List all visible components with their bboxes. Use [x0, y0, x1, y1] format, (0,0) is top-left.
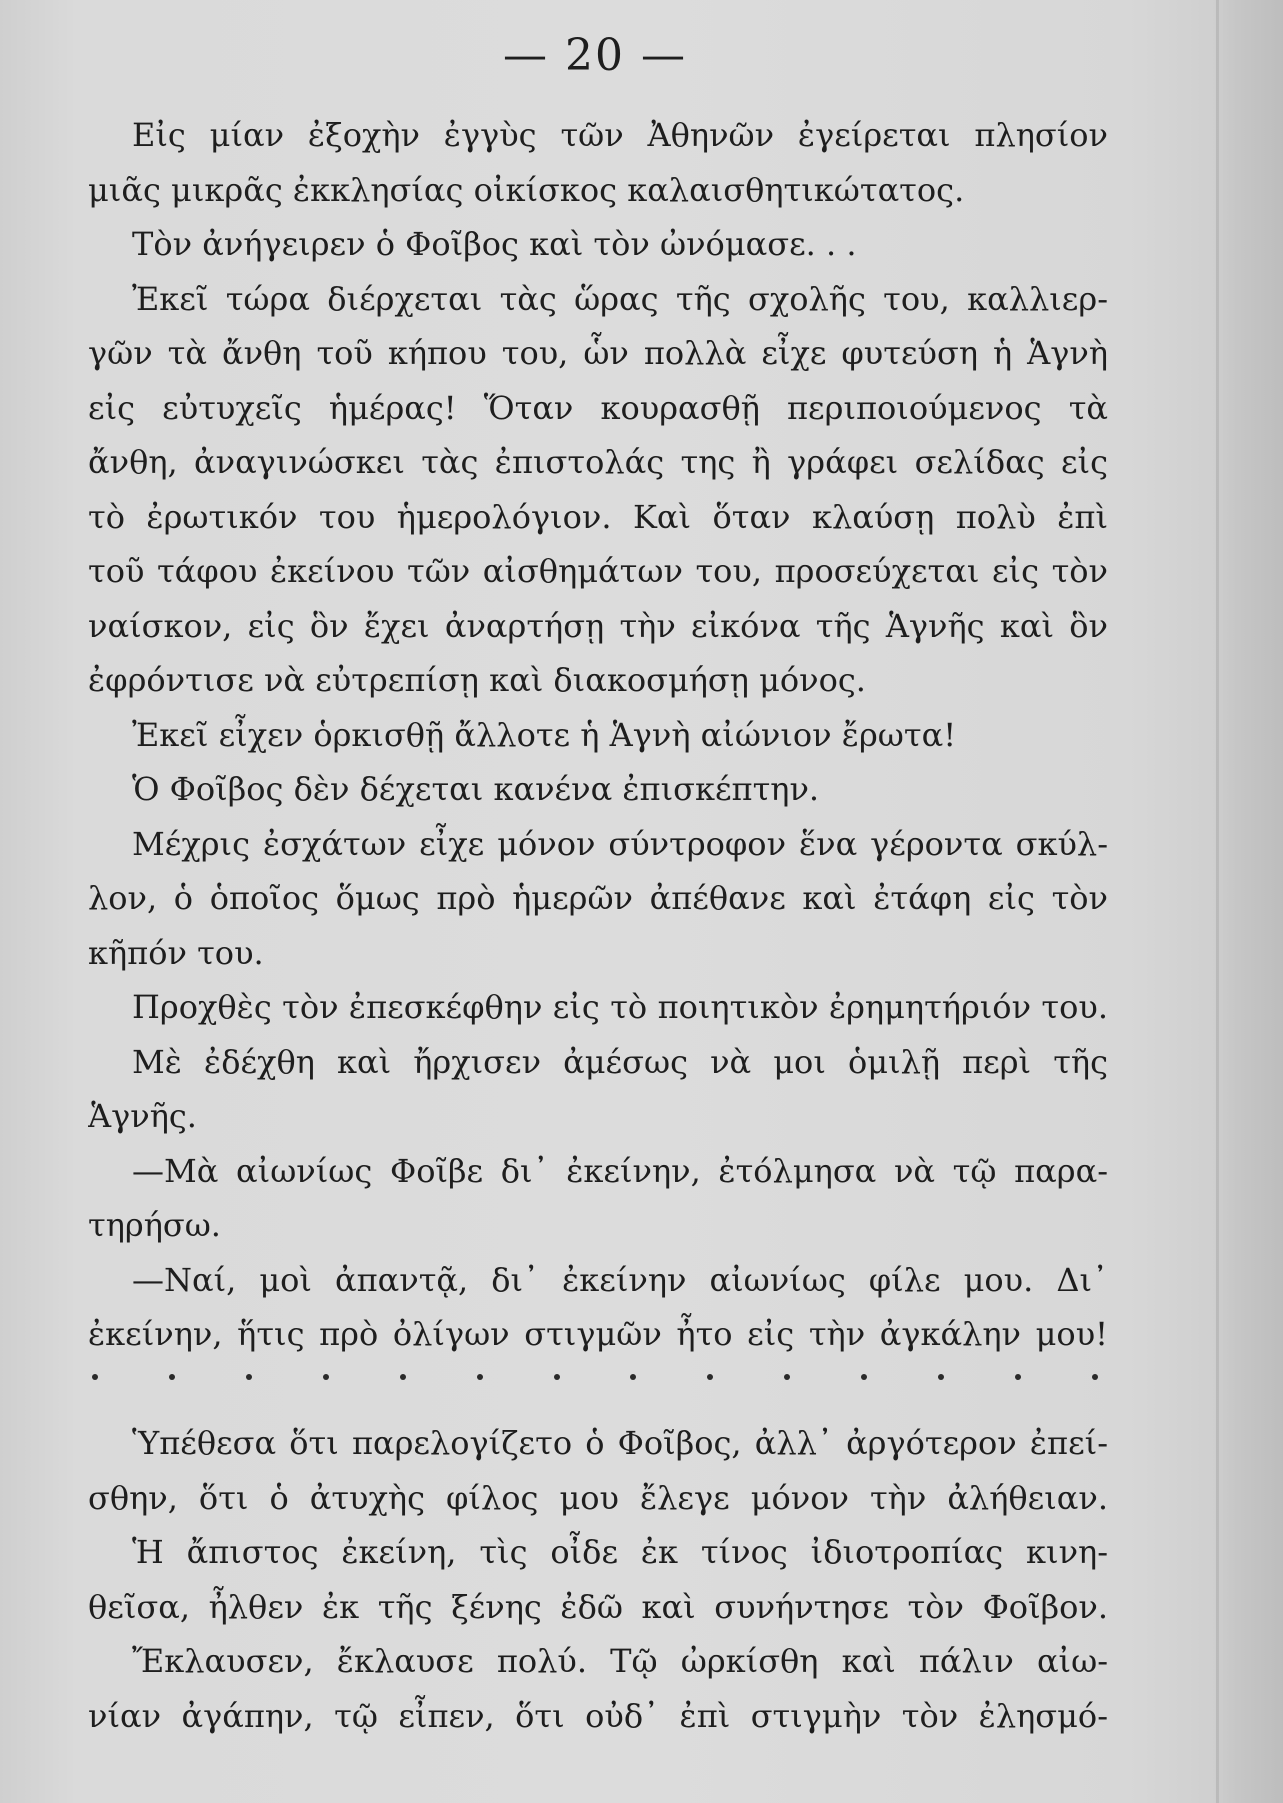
text-line: Ἡ ἄπιστος ἐκείνη, τὶς οἶδε ἐκ τίνος ἰδιοτροπίας κινη-: [132, 1533, 1108, 1571]
divider-dot: [92, 1374, 98, 1380]
text-line: Ὁ Φοῖβος δὲν δέχεται κανένα ἐπισκέπτην.: [132, 770, 820, 808]
ellipsis-divider: [88, 1362, 1108, 1417]
text-line: κῆπόν του.: [88, 933, 264, 972]
divider-dot: [861, 1374, 867, 1380]
text-line: θεῖσα, ἦλθεν ἐκ τῆς ξένης ἐδῶ καὶ συνήντησε τὸν Φοῖβον.: [88, 1587, 1108, 1626]
text-line: Μὲ ἐδέχθη καὶ ἤρχισεν ἀμέσως νὰ μοι ὁμιλῇ περὶ τῆς: [132, 1042, 1108, 1081]
text-line: τοῦ τάφου ἐκείνου τῶν αἰσθημάτων του, προσεύχεται εἰς τὸν: [88, 552, 1108, 590]
text-line: μιᾶς μικρᾶς ἐκκλησίας οἰκίσκος καλαισθητικώτατος.: [88, 170, 965, 209]
page-gutter: [1213, 0, 1283, 1803]
divider-dot: [1015, 1374, 1021, 1380]
divider-dot: [630, 1374, 636, 1380]
divider-dot: [784, 1374, 790, 1380]
text-line: —Μὰ αἰωνίως Φοῖβε δι᾽ ἐκείνην, ἐτόλμησα νὰ τῷ παρα-: [132, 1151, 1108, 1190]
text-line: νίαν ἀγάπην, τῷ εἶπεν, ὅτι οὐδ᾽ ἐπὶ στιγμὴν τὸν ἐλησμό-: [88, 1696, 1108, 1735]
divider-dot: [400, 1374, 406, 1380]
text-line: Εἰς μίαν ἐξοχὴν ἐγγὺς τῶν Ἀθηνῶν ἐγείρεται πλησίον: [132, 116, 1108, 154]
text-line: γῶν τὰ ἄνθη τοῦ κήπου του, ὧν πολλὰ εἶχε φυτεύση ἡ Ἁγνὴ: [88, 334, 1108, 372]
divider-dot: [554, 1374, 560, 1380]
text-line: τηρήσω.: [88, 1206, 221, 1244]
page-number: — 20 —: [503, 30, 687, 81]
divider-dot: [246, 1374, 252, 1380]
divider-dot: [477, 1374, 483, 1380]
text-line: ἐφρόντισε νὰ εὐτρεπίσῃ καὶ διακοσμήσῃ μόνος.: [88, 661, 866, 699]
divider-dot: [938, 1374, 944, 1380]
text-line: Ὑπέθεσα ὅτι παρελογίζετο ὁ Φοῖβος, ἀλλ᾽ ἀργότερον ἐπεί-: [132, 1424, 1108, 1462]
divider-dot: [707, 1374, 713, 1380]
body-text: [88, 108, 1108, 1743]
text-line: —Ναί, μοὶ ἀπαντᾷ, δι᾽ ἐκείνην αἰωνίως φίλε μου. Δι᾽: [132, 1260, 1108, 1299]
text-line: σθην, ὅτι ὁ ἀτυχὴς φίλος μου ἔλεγε μόνον τὴν ἀλήθειαν.: [88, 1478, 1108, 1517]
text-line: τὸ ἐρωτικόν του ἡμερολόγιον. Καὶ ὅταν κλαύσῃ πολὺ ἐπὶ: [88, 497, 1108, 536]
text-line: Μέχρις ἐσχάτων εἶχε μόνον σύντροφον ἕνα γέροντα σκύλ-: [132, 824, 1108, 863]
text-line: εἰς εὐτυχεῖς ἡμέρας! Ὅταν κουρασθῇ περιποιούμενος τὰ: [88, 388, 1108, 427]
text-line: Ἁγνῆς.: [88, 1097, 197, 1135]
text-line: ἄνθη, ἀναγινώσκει τὰς ἐπιστολάς της ἢ γράφει σελίδας εἰς: [88, 443, 1108, 481]
divider-dot: [323, 1374, 329, 1380]
text-line: Τὸν ἀνήγειρεν ὁ Φοῖβος καὶ τὸν ὠνόμασε. . .: [132, 225, 857, 263]
text-line: Προχθὲς τὸν ἐπεσκέφθην εἰς τὸ ποιητικὸν ἐρημητήριόν του.: [132, 988, 1108, 1026]
text-line: Ἔκλαυσεν, ἔκλαυσε πολύ. Τῷ ὠρκίσθη καὶ πάλιν αἰω-: [132, 1642, 1108, 1680]
text-line: ναίσκον, εἰς ὃν ἔχει ἀναρτήσῃ τὴν εἰκόνα τῆς Ἁγνῆς καὶ ὃν: [88, 606, 1108, 645]
text-line: ἐκείνην, ἥτις πρὸ ὀλίγων στιγμῶν ἦτο εἰς τὴν ἀγκάλην μου!: [88, 1315, 1108, 1353]
divider-dot: [169, 1374, 175, 1380]
text-line: Ἐκεῖ εἶχεν ὁρκισθῇ ἄλλοτε ἡ Ἁγνὴ αἰώνιον ἔρωτα!: [132, 715, 957, 754]
text-line: λον, ὁ ὁποῖος ὅμως πρὸ ἡμερῶν ἀπέθανε καὶ ἐτάφη εἰς τὸν: [88, 879, 1108, 917]
text-line: Ἐκεῖ τώρα διέρχεται τὰς ὥρας τῆς σχολῆς του, καλλιερ-: [132, 279, 1108, 318]
divider-dot: [1092, 1374, 1098, 1380]
